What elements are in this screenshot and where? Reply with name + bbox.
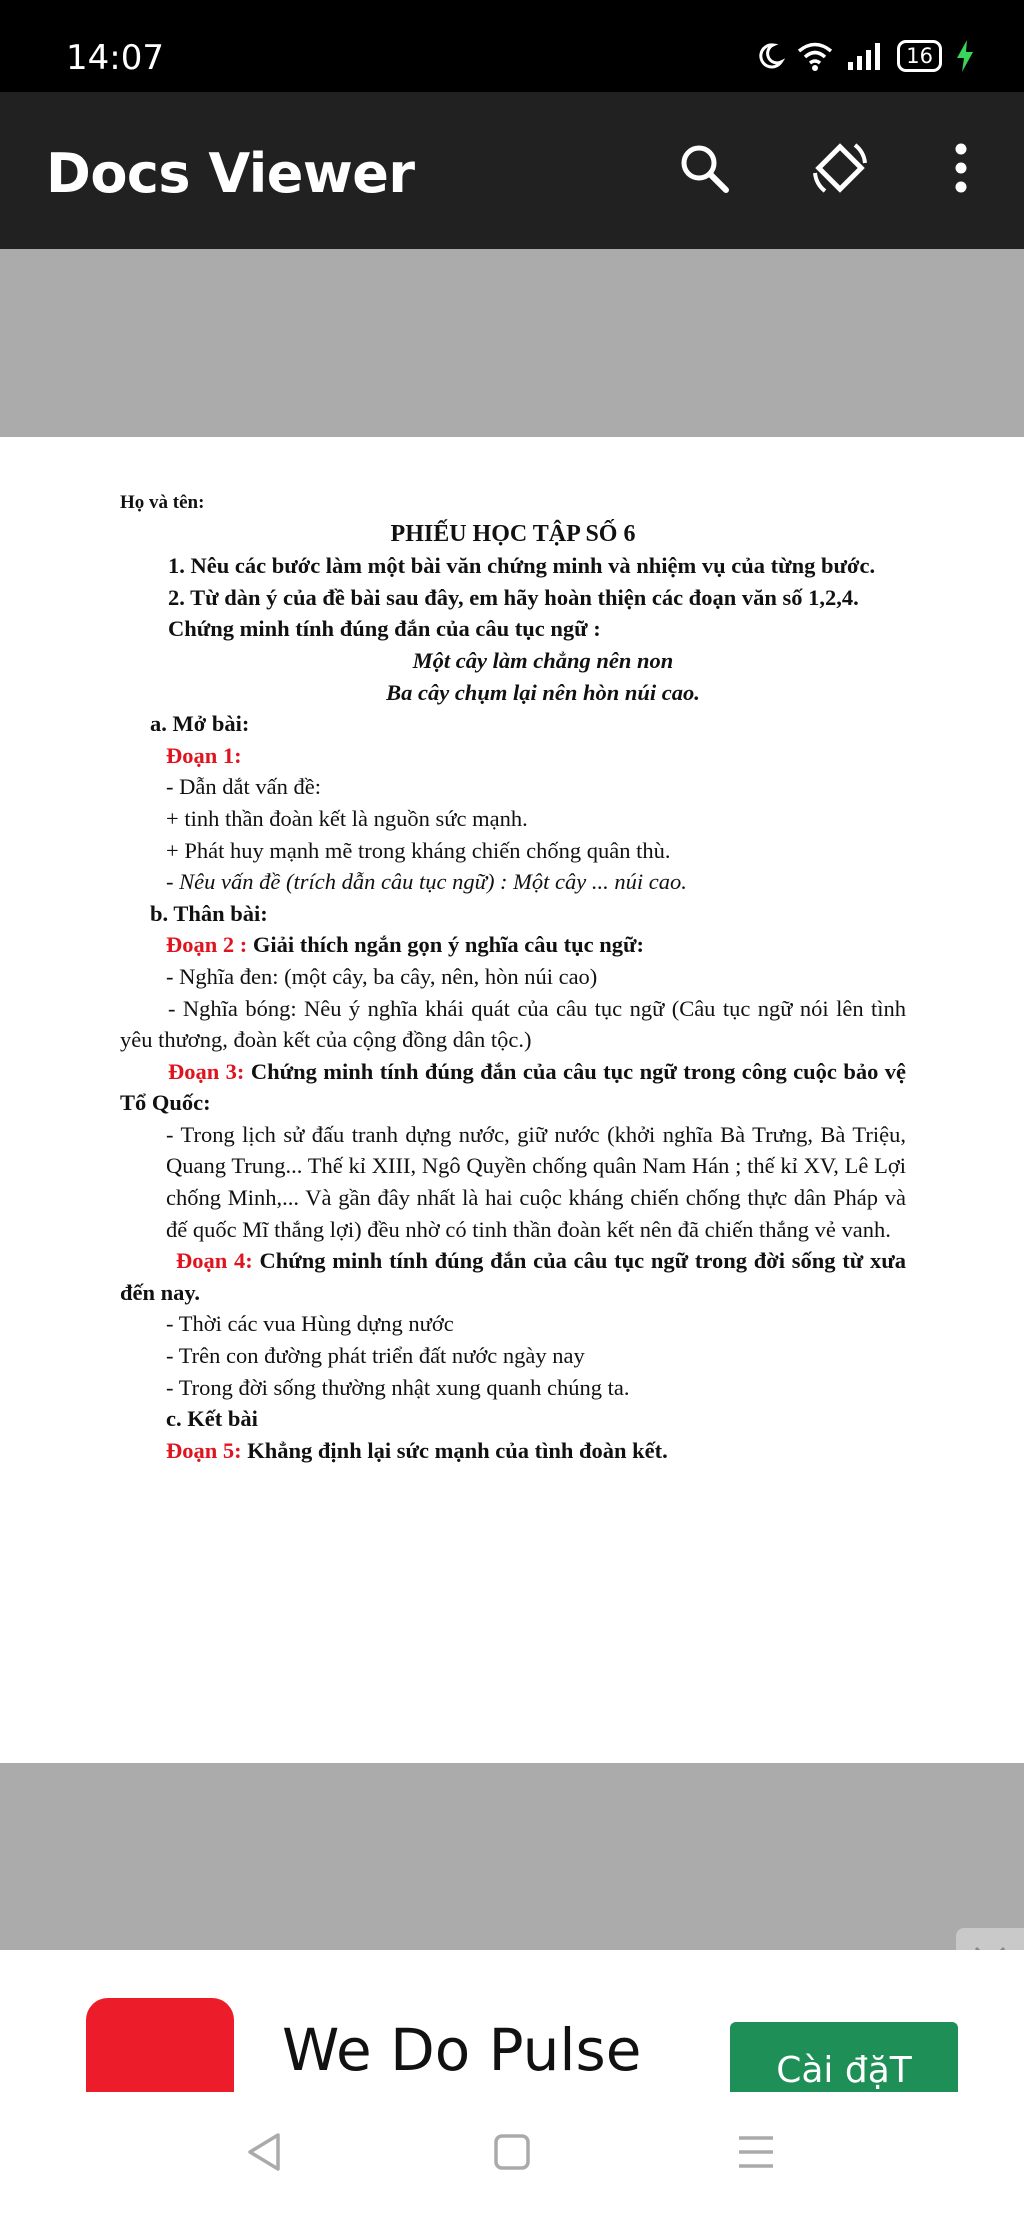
wifi-icon <box>797 41 833 71</box>
doan-5-label: Đoạn 5: <box>166 1437 242 1463</box>
document-page[interactable] <box>0 437 1024 1763</box>
ad-title[interactable]: We Do Pulse <box>282 2016 642 2084</box>
doan-4-label: Đoạn 4: <box>176 1248 253 1274</box>
doan-1-item: - Nêu vấn đề (trích dẫn câu tục ngữ) : Một cây ... núi cao. <box>166 869 687 895</box>
ad-banner[interactable] <box>0 1950 1024 2092</box>
status-icons <box>757 40 974 72</box>
doan-2-item: - Nghĩa bóng: Nêu ý nghĩa khái quát của câu tục ngữ (Câu tục ngữ nói lên tình yêu thương, đoàn kết của cộng đồng dân tộc.) <box>120 995 906 1053</box>
app-title: Docs Viewer <box>46 142 415 205</box>
name-label: Họ và tên: <box>120 492 205 513</box>
doan-1-item: + Phát huy mạnh mẽ trong kháng chiến chống quân thù. <box>166 837 671 863</box>
ad-install-button[interactable]: Cài đặT <box>730 2022 958 2122</box>
question-1: 1. Nêu các bước làm một bài văn chứng minh và nhiệm vụ của từng bước. <box>168 553 876 579</box>
status-time: 14:07 <box>66 38 164 78</box>
charging-bolt-icon <box>956 40 974 72</box>
doan-5-heading: Khẳng định lại sức mạnh của tình đoàn kết. <box>247 1437 668 1463</box>
more-options-button[interactable] <box>925 132 997 204</box>
doan-2-item: - Nghĩa đen: (một cây, ba cây, nên, hòn núi cao) <box>166 963 598 989</box>
doan-4-heading: Chứng minh tính đúng đắn của câu tục ngữ trong đời sống từ xưa đến nay. <box>120 1248 906 1305</box>
doan-3-heading: Chứng minh tính đúng đắn của câu tục ngữ trong công cuộc bảo vệ Tổ Quốc: <box>120 1058 907 1116</box>
section-a-heading: a. Mở bài: <box>150 711 250 737</box>
doan-3-label: Đoạn 3: <box>168 1058 245 1084</box>
doan-1-item: + tinh thần đoàn kết là nguồn sức mạnh. <box>166 805 528 831</box>
signal-icon <box>847 42 883 70</box>
rotate-screen-button[interactable] <box>804 132 876 204</box>
proverb-prompt: Chứng minh tính đúng đắn của câu tục ngữ : <box>168 616 601 642</box>
home-button[interactable] <box>482 2122 542 2182</box>
doan-4-item: - Trên con đường phát triển đất nước ngày nay <box>166 1343 585 1369</box>
search-icon <box>677 141 731 195</box>
home-square-icon <box>493 2133 531 2171</box>
menu-lines-icon <box>736 2134 776 2170</box>
section-c-heading: c. Kết bài <box>166 1406 258 1432</box>
document-title: PHIẾU HỌC TẬP SỐ 6 <box>390 520 636 547</box>
recents-button[interactable] <box>726 2122 786 2182</box>
moon-icon <box>757 42 783 70</box>
doan-4-item: - Thời các vua Hùng dựng nước <box>166 1311 454 1337</box>
proverb-line-2: Ba cây chụm lại nên hòn núi cao. <box>386 679 700 705</box>
proverb-line-1: Một cây làm chẳng nên non <box>412 647 674 673</box>
back-button[interactable] <box>234 2122 294 2182</box>
doan-1-item: - Dẫn dắt vấn đề: <box>166 774 321 800</box>
back-triangle-icon <box>244 2131 284 2173</box>
search-button[interactable] <box>668 132 740 204</box>
more-vert-icon <box>953 141 969 195</box>
doan-3-item: - Trong lịch sử đấu tranh dựng nước, giữ nước (khởi nghĩa Bà Trưng, Bà Triệu, Quang Trung... Thế kỉ XIII, Ngô Quyền chống quân Nam Hán ; thế kỉ XV, Lê Lợi chống Minh,... Và gần đây nhất là hai cuộc kháng chiến chống thực dân Pháp và đế quốc Mĩ thắng lợi) đều nhờ có tinh thần đoàn kết nên đã chiến thắng vẻ vanh. <box>166 1121 906 1242</box>
question-2: 2. Từ dàn ý của đề bài sau đây, em hãy hoàn thiện các đoạn văn số 1,2,4. <box>168 584 859 610</box>
section-b-heading: b. Thân bài: <box>150 900 268 926</box>
status-bar <box>0 0 1024 92</box>
doan-2-label: Đoạn 2 : <box>166 932 248 958</box>
battery-indicator: 16 <box>897 40 942 72</box>
navigation-bar <box>0 2092 1024 2217</box>
rotate-screen-icon <box>809 137 871 199</box>
app-bar <box>0 92 1024 249</box>
doan-4-item: - Trong đời sống thường nhật xung quanh chúng ta. <box>166 1374 630 1400</box>
document-content <box>120 487 906 1466</box>
doan-1-label: Đoạn 1: <box>166 742 242 768</box>
doan-2-heading: Giải thích ngắn gọn ý nghĩa câu tục ngữ: <box>252 932 644 958</box>
